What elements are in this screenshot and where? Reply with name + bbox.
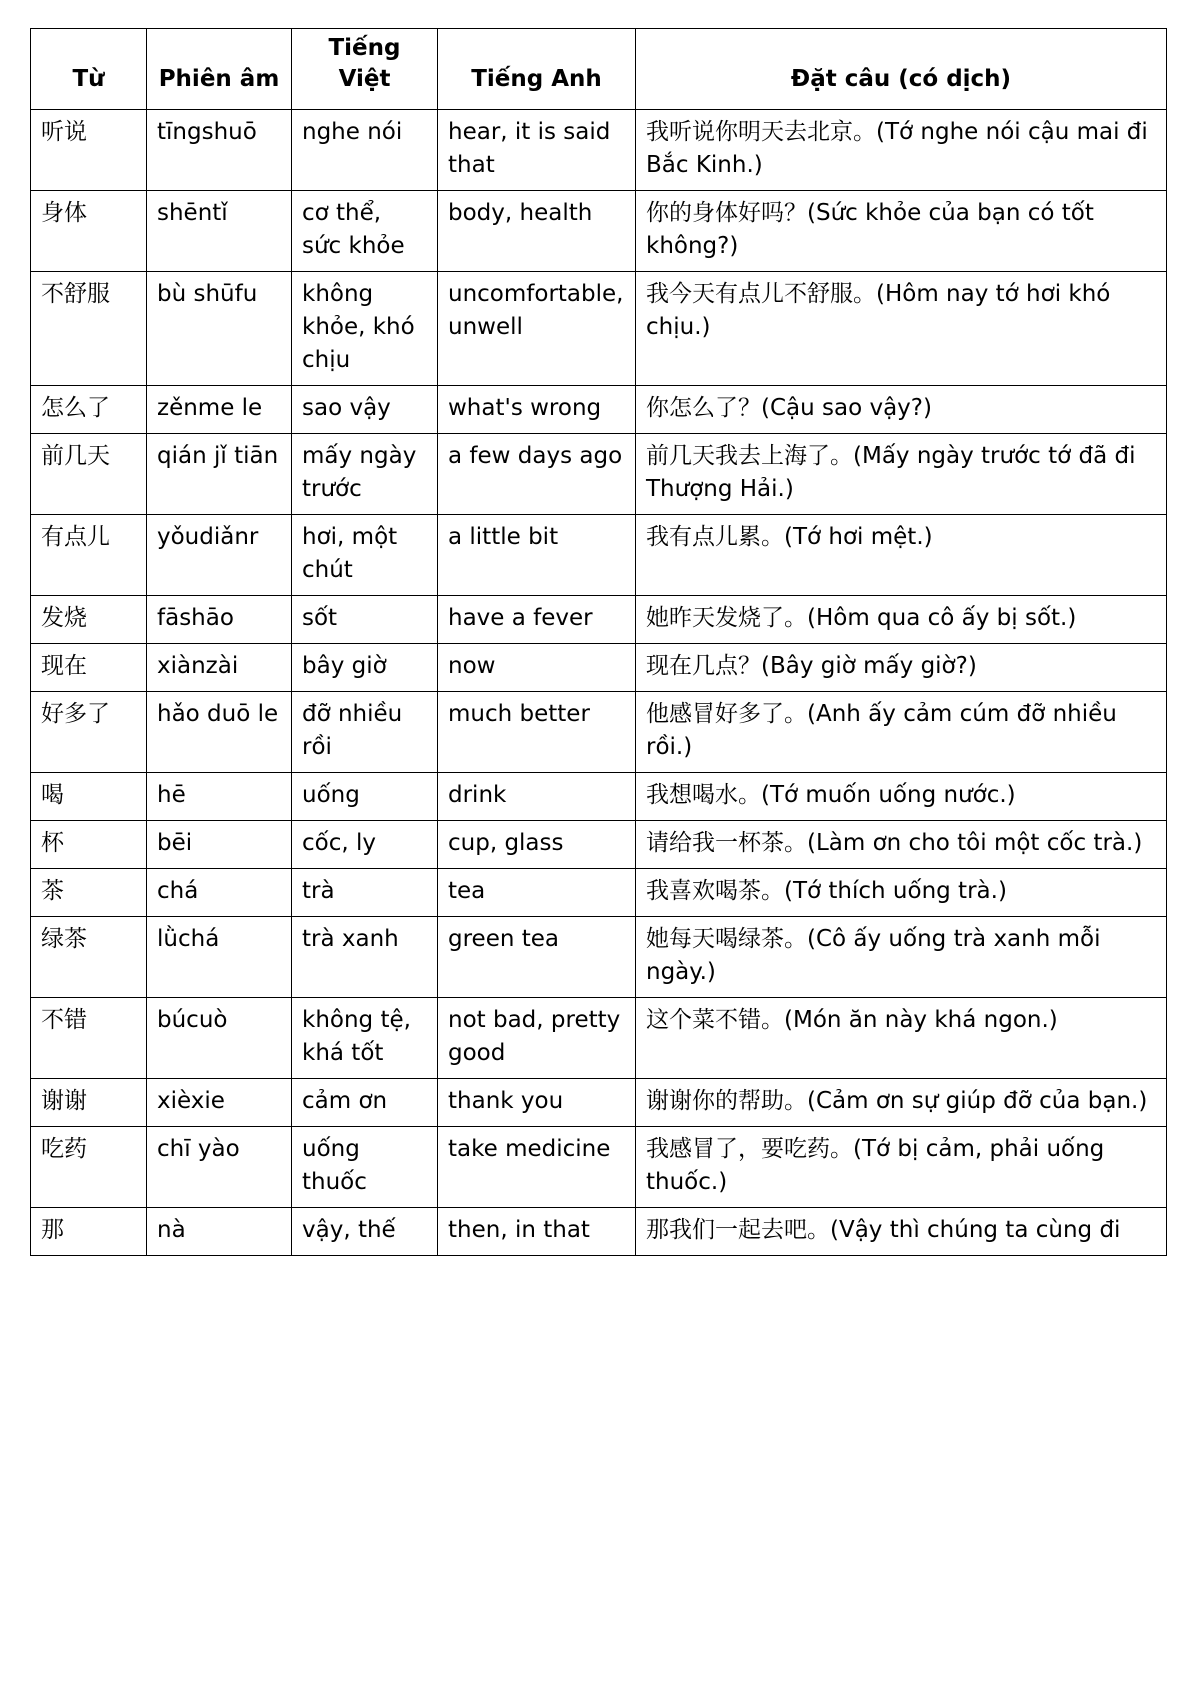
word-cell: 身体 [31,191,147,272]
pinyin-cell: qián jǐ tiān [147,434,292,515]
word-cell: 不错 [31,998,147,1079]
example-cell: 那我们一起去吧。(Vậy thì chúng ta cùng đi [636,1208,1167,1256]
example-cell: 她每天喝绿茶。(Cô ấy uống trà xanh mỗi ngày.) [636,917,1167,998]
example-cell: 谢谢你的帮助。(Cảm ơn sự giúp đỡ của bạn.) [636,1079,1167,1127]
english-cell: body, health [438,191,636,272]
table-row [31,644,1167,692]
example-cell: 现在几点？(Bây giờ mấy giờ?) [636,644,1167,692]
example-cell: 你的身体好吗？(Sức khỏe của bạn có tốt không?) [636,191,1167,272]
example-cell: 前几天我去上海了。(Mấy ngày trước tớ đã đi Thượng Hải.) [636,434,1167,515]
vietnamese-cell: nghe nói [292,110,438,191]
vietnamese-cell: sao vậy [292,386,438,434]
word-cell: 谢谢 [31,1079,147,1127]
pinyin-cell: búcuò [147,998,292,1079]
table-row [31,869,1167,917]
header-vietnamese: Tiếng Việt [292,29,438,110]
example-cell: 请给我一杯茶。(Làm ơn cho tôi một cốc trà.) [636,821,1167,869]
table-row [31,692,1167,773]
vietnamese-cell: cảm ơn [292,1079,438,1127]
english-cell: thank you [438,1079,636,1127]
example-cell: 我有点儿累。(Tớ hơi mệt.) [636,515,1167,596]
example-cell: 她昨天发烧了。(Hôm qua cô ấy bị sốt.) [636,596,1167,644]
header-example: Đặt câu (có dịch) [636,29,1167,110]
vietnamese-cell: hơi, một chút [292,515,438,596]
word-cell: 有点儿 [31,515,147,596]
english-cell: now [438,644,636,692]
table-row [31,773,1167,821]
word-cell: 好多了 [31,692,147,773]
pinyin-cell: zěnme le [147,386,292,434]
header-pinyin: Phiên âm [147,29,292,110]
vietnamese-cell: không khỏe, khó chịu [292,272,438,386]
word-cell: 听说 [31,110,147,191]
pinyin-cell: tīngshuō [147,110,292,191]
table-row [31,386,1167,434]
example-cell: 你怎么了？(Cậu sao vậy?) [636,386,1167,434]
example-cell: 我喜欢喝茶。(Tớ thích uống trà.) [636,869,1167,917]
english-cell: a little bit [438,515,636,596]
example-cell: 我感冒了，要吃药。(Tớ bị cảm, phải uống thuốc.) [636,1127,1167,1208]
english-cell: much better [438,692,636,773]
table-row [31,998,1167,1079]
pinyin-cell: chá [147,869,292,917]
example-cell: 我想喝水。(Tớ muốn uống nước.) [636,773,1167,821]
pinyin-cell: shēntǐ [147,191,292,272]
table-row [31,191,1167,272]
pinyin-cell: hē [147,773,292,821]
word-cell: 吃药 [31,1127,147,1208]
example-cell: 我听说你明天去北京。(Tớ nghe nói cậu mai đi Bắc Kinh.) [636,110,1167,191]
english-cell: uncomfortable, unwell [438,272,636,386]
table-row [31,272,1167,386]
word-cell: 喝 [31,773,147,821]
table-row [31,515,1167,596]
vietnamese-cell: uống thuốc [292,1127,438,1208]
vietnamese-cell: cơ thể, sức khỏe [292,191,438,272]
word-cell: 怎么了 [31,386,147,434]
table-row [31,434,1167,515]
word-cell: 现在 [31,644,147,692]
pinyin-cell: bēi [147,821,292,869]
vietnamese-cell: sốt [292,596,438,644]
english-cell: drink [438,773,636,821]
word-cell: 那 [31,1208,147,1256]
english-cell: a few days ago [438,434,636,515]
table-row [31,110,1167,191]
vietnamese-cell: bây giờ [292,644,438,692]
pinyin-cell: nà [147,1208,292,1256]
vietnamese-cell: trà xanh [292,917,438,998]
vietnamese-cell: uống [292,773,438,821]
english-cell: tea [438,869,636,917]
word-cell: 不舒服 [31,272,147,386]
word-cell: 茶 [31,869,147,917]
word-cell: 绿茶 [31,917,147,998]
example-cell: 我今天有点儿不舒服。(Hôm nay tớ hơi khó chịu.) [636,272,1167,386]
vietnamese-cell: cốc, ly [292,821,438,869]
vietnamese-cell: không tệ, khá tốt [292,998,438,1079]
english-cell: hear, it is said that [438,110,636,191]
table-row [31,1127,1167,1208]
table-row [31,1208,1167,1256]
table-row [31,917,1167,998]
example-cell: 这个菜不错。(Món ăn này khá ngon.) [636,998,1167,1079]
table-row [31,596,1167,644]
english-cell: take medicine [438,1127,636,1208]
header-word: Từ [31,29,147,110]
pinyin-cell: lǜchá [147,917,292,998]
pinyin-cell: bù shūfu [147,272,292,386]
table-row [31,1079,1167,1127]
pinyin-cell: yǒudiǎnr [147,515,292,596]
word-cell: 发烧 [31,596,147,644]
english-cell: what's wrong [438,386,636,434]
pinyin-cell: fāshāo [147,596,292,644]
pinyin-cell: xièxie [147,1079,292,1127]
pinyin-cell: hǎo duō le [147,692,292,773]
pinyin-cell: chī yào [147,1127,292,1208]
word-cell: 杯 [31,821,147,869]
table-row [31,821,1167,869]
vietnamese-cell: đỡ nhiều rồi [292,692,438,773]
english-cell: have a fever [438,596,636,644]
english-cell: green tea [438,917,636,998]
header-row [31,29,1167,110]
vocabulary-table [30,28,1167,1256]
header-english: Tiếng Anh [438,29,636,110]
word-cell: 前几天 [31,434,147,515]
english-cell: then, in that [438,1208,636,1256]
english-cell: cup, glass [438,821,636,869]
vietnamese-cell: mấy ngày trước [292,434,438,515]
pinyin-cell: xiànzài [147,644,292,692]
english-cell: not bad, pretty good [438,998,636,1079]
example-cell: 他感冒好多了。(Anh ấy cảm cúm đỡ nhiều rồi.) [636,692,1167,773]
vietnamese-cell: trà [292,869,438,917]
vietnamese-cell: vậy, thế [292,1208,438,1256]
